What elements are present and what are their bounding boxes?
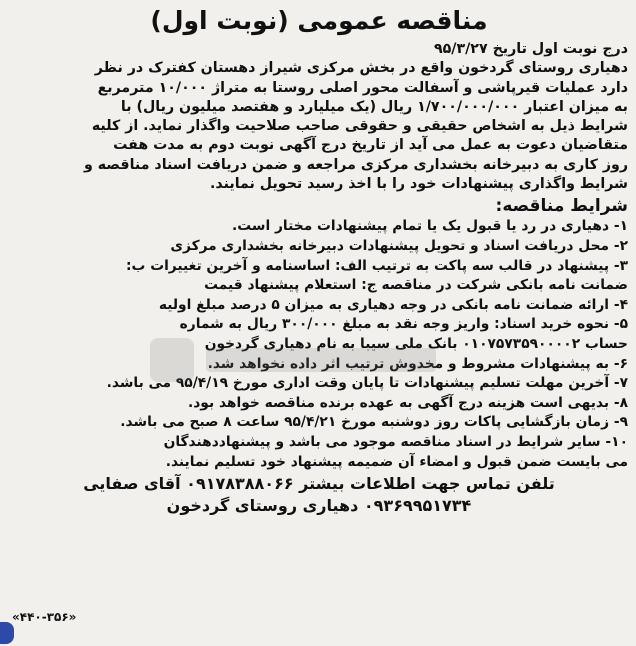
condition-item: حساب ۰۱۰۷۵۷۳۵۹۰۰۰۰۲ بانک ملی سیبا به نام دهیاری گردخون bbox=[204, 335, 628, 352]
condition-item: ۱- دهیاری در رد یا قبول یک یا تمام پیشنهادات مختار است. bbox=[232, 218, 628, 235]
edge-marker bbox=[0, 622, 14, 644]
contact-office-line: ۰۹۳۶۹۹۵۱۷۳۴ دهیاری روستای گردخون bbox=[166, 496, 472, 516]
intro-line: دارد عملیات قیرپاشی و آسفالت محور اصلی روستا به متراژ ۱۰/۰۰۰ مترمربع bbox=[97, 79, 628, 96]
condition-item: ۴- ارائه ضمانت نامه بانکی در وجه دهیاری به میزان ۵ درصد مبلغ اولیه bbox=[158, 296, 628, 313]
intro-line: متقاضیان دعوت به عمل می آید از تاریخ درج آگهی نوبت دوم به مدت هفت bbox=[113, 137, 628, 154]
condition-item: ۱۰- سایر شرایط در اسناد مناقصه موجود می باشد و پیشنهاددهندگان bbox=[163, 433, 628, 450]
condition-item: ۳- پیشنهاد در قالب سه پاکت به ترتیب الف: اساسنامه و آخرین تغییرات ب: bbox=[126, 257, 628, 274]
condition-item: ۹- زمان بازگشایی پاکات روز دوشنبه مورخ ۹۵/۴/۲۱ ساعت ۸ صبح می باشد. bbox=[120, 414, 628, 431]
contact-block bbox=[10, 473, 628, 517]
condition-item: می بایست ضمن قبول و امضاء آن ضمیمه پیشنهاد خود تسلیم نمایند. bbox=[165, 453, 628, 470]
condition-item: ۸- بدیهی است هزینه درج آگهی به عهده برنده مناقصه خواهد بود. bbox=[187, 394, 628, 411]
condition-item: ۲- محل دریافت اسناد و تحویل پیشنهادات دبیرخانه بخشداری مرکزی bbox=[170, 237, 628, 254]
contact-phone-line: تلفن تماس جهت اطلاعات بیشتر ۰۹۱۷۸۳۸۸۰۶۶ آقای صفایی bbox=[83, 474, 555, 494]
condition-item: ۶- به پیشنهادات مشروط و مخدوش ترتیب اثر داده نخواهد شد. bbox=[207, 355, 628, 372]
notice-code: «۴۴۰-۳۵۶» bbox=[12, 610, 77, 624]
intro-paragraph bbox=[10, 40, 628, 194]
publish-date-line: درج نوبت اول تاریخ ۹۵/۳/۲۷ bbox=[433, 41, 628, 57]
conditions-heading: شرایط مناقصه: bbox=[495, 196, 628, 217]
condition-item: ضمانت نامه بانکی شرکت در مناقصه ج: استعلام پیشنهاد قیمت bbox=[204, 277, 628, 294]
intro-line: به میزان اعتبار ۱/۷۰۰/۰۰۰/۰۰۰ ریال (یک میلیارد و هفتصد میلیون ریال) با bbox=[120, 98, 628, 115]
intro-line: شرایط واگذاری پیشنهادات خود را با اخذ رسید تحویل نمایند. bbox=[210, 176, 628, 193]
page-title: مناقصه عمومی (نوبت اول) bbox=[150, 6, 488, 35]
condition-item: ۷- آخرین مهلت تسلیم پیشنهادات تا پایان وقت اداری مورخ ۹۵/۴/۱۹ می باشد. bbox=[106, 375, 628, 392]
intro-line: دهیاری روستای گردخون واقع در بخش مرکزی شیراز دهستان کفترک در نظر bbox=[94, 60, 628, 77]
conditions-list bbox=[10, 217, 628, 472]
intro-line: شرایط ذیل به اشخاص حقیقی و حقوقی صاحب صلاحیت واگذار نماید. از کلیه bbox=[91, 118, 628, 135]
condition-item: ۵- نحوه خرید اسناد: واریز وجه نقد به مبلغ ۳۰۰/۰۰۰ ریال به شماره bbox=[179, 316, 628, 333]
intro-line: روز کاری به دبیرخانه بخشداری مرکزی مراجعه و ضمن دریافت اسناد مناقصه و bbox=[83, 156, 628, 173]
